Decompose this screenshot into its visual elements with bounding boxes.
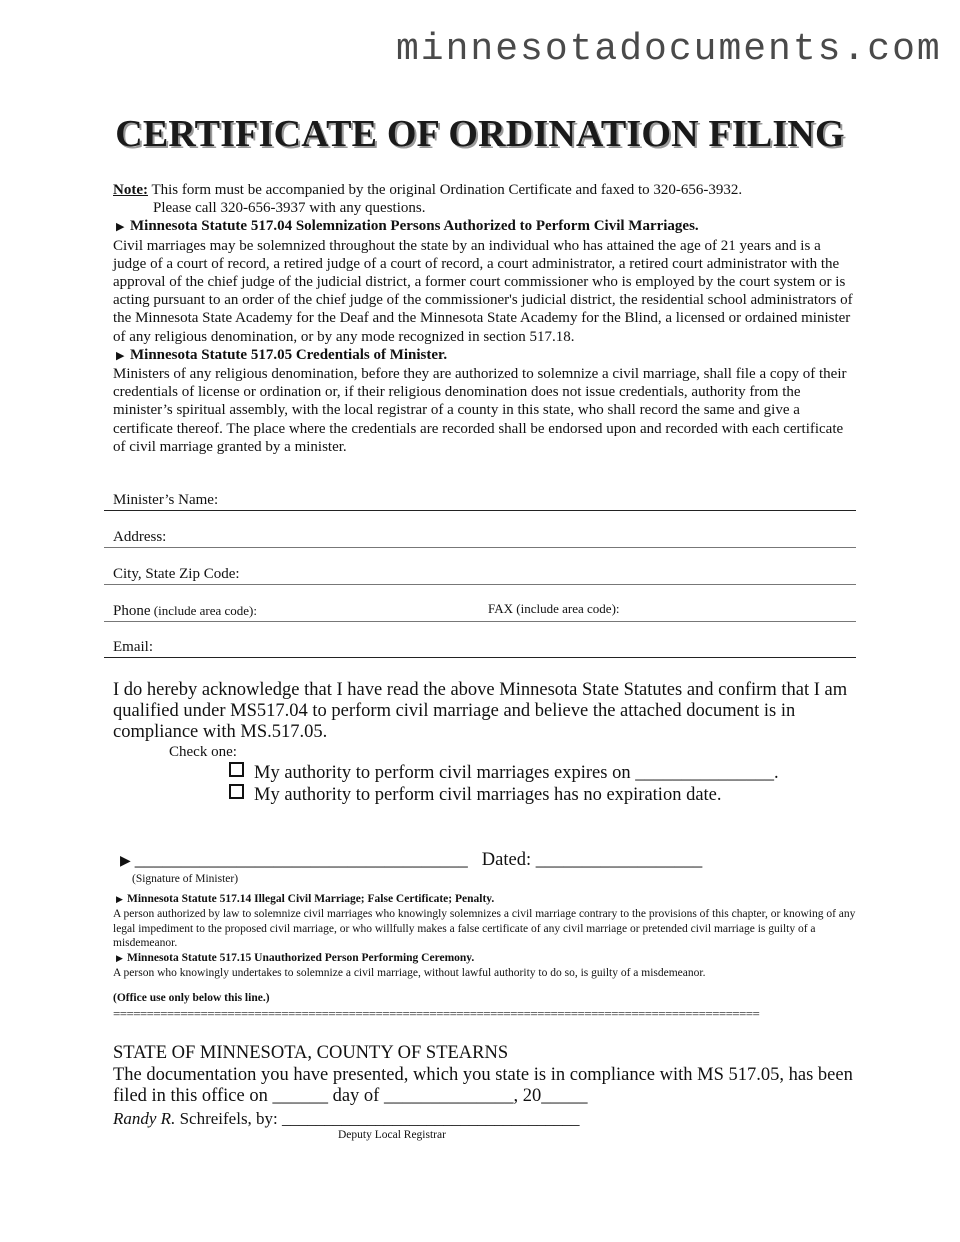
triangle-right-icon: ▶ — [116, 221, 125, 234]
statute-517-14-text: A person authorized by law to solemnize civil marriages who knowingly solemnizes a civil marriage contrary to the provisions of this chapter, or knowing of any legal impediment to the proposed civil marriage, or who willfully makes a false certificate of any civil marriage or pretended civil marriage is guilty of a misdemeanor. — [113, 907, 856, 950]
address-field[interactable] — [104, 511, 856, 548]
registrar-line: Randy R. Schreifels, by: ___________________________________ — [113, 1108, 580, 1128]
option-no-expiration[interactable] — [229, 784, 722, 806]
signature-caption: (Signature of Minister) — [132, 873, 239, 885]
triangle-right-icon: ▶ — [116, 349, 125, 362]
acknowledgement: I do hereby acknowledge that I have read the above Minnesota State Statutes and confirm that I am qualified under MS517.04 to perform civil marriage and believe the attached document is in compliance with MS.517.05. — [113, 680, 848, 742]
checkbox-no-expiration[interactable] — [229, 784, 244, 799]
fax-label: FAX (include area code): — [488, 601, 620, 616]
penalty-block — [113, 892, 858, 981]
triangle-right-icon: ▶ — [120, 854, 131, 869]
registrar-title: Deputy Local Registrar — [338, 1129, 446, 1141]
signature-row[interactable] — [120, 850, 702, 871]
phone-label: Phone (include area code): — [113, 603, 257, 619]
page-title: CERTIFICATE OF ORDINATION FILING — [115, 113, 845, 155]
email-field[interactable] — [104, 621, 856, 658]
option-expires-label: My authority to perform civil marriages expires on _______________. — [254, 763, 779, 783]
city-state-zip-field[interactable] — [104, 548, 856, 585]
check-one-label: Check one: — [169, 744, 237, 760]
office-divider: ================================================================================================ — [113, 1006, 760, 1021]
email-label: Email: — [113, 639, 153, 655]
note-line2: Please call 320-656-3937 with any questions. — [153, 200, 426, 217]
office-section — [113, 1043, 853, 1129]
county-heading: STATE OF MINNESOTA, COUNTY OF STEARNS — [113, 1043, 509, 1063]
minister-name-field[interactable] — [104, 474, 856, 511]
option-no-expiration-label: My authority to perform civil marriages has no expiration date. — [254, 785, 722, 805]
statute-517-05-heading: ▶ Minnesota Statute 517.05 Credentials of Minister. — [113, 346, 853, 365]
statute-517-15-heading: ▶ Minnesota Statute 517.15 Unauthorized Person Performing Ceremony. — [116, 952, 475, 965]
note — [113, 181, 853, 199]
statute-517-15-text: A person who knowingly undertakes to solemnize a civil marriage, without lawful authority to do so, is guilty of a misdemeanor. — [113, 966, 706, 979]
option-expires[interactable] — [229, 762, 779, 784]
watermark: minnesotadocuments.com — [396, 28, 942, 71]
city-state-zip-label: City, State Zip Code: — [113, 566, 240, 582]
note-line1: This form must be accompanied by the original Ordination Certificate and faxed to 320-656-3932. — [147, 182, 743, 198]
triangle-right-icon: ▶ — [116, 953, 123, 964]
triangle-right-icon: ▶ — [116, 894, 123, 904]
address-label: Address: — [113, 529, 167, 545]
statute-517-14-heading: ▶ Minnesota Statute 517.14 Illegal Civil Marriage; False Certificate; Penalty. — [116, 893, 495, 905]
statute-517-05-text: Ministers of any religious denomination, before they are authorized to solemnize a civil marriage, shall file a copy of their credentials of license or ordination or, if their religious denomination does not issue credentials, authority from the minister’s spiritual assembly, with the local registrar of a county in this state, who shall record the same and give a certificate thereof. The place where the credentials are recorded shall be endorsed upon and recorded with each certificate of civil marriage granted by a minister. — [113, 366, 847, 455]
note-label: Note: — [113, 182, 148, 198]
signature-line[interactable]: ____________________________________ — [134, 850, 468, 870]
checkbox-expires[interactable] — [229, 762, 244, 777]
office-use-label: (Office use only below this line.) — [113, 992, 270, 1004]
filed-statement: The documentation you have presented, which you state is in compliance with MS 517.05, has been filed in this office on ______ day of ______________, 20_____ — [113, 1064, 853, 1106]
phone-fax-field[interactable] — [104, 585, 856, 622]
dated-field[interactable]: Dated: __________________ — [481, 850, 703, 870]
statute-517-04-text: Civil marriages may be solemnized throughout the state by an individual who has attained the age of 21 years and is a judge of a court of record, a retired judge of a court of record, a court administrator, a retired court administrator with the approval of the chief judge of the judicial district, a former court commissioner who is employed by the court system or is acting pursuant to an order of the chief judge of the commissioner's judicial district, the residential school administrators of the Minnesota State Academy for the Deaf and the Minnesota State Academy for the Blind, a licensed or ordained minister of any religious denomination, or by any mode recognized in section 517.18. — [113, 237, 853, 345]
minister-name-label: Minister’s Name: — [113, 492, 219, 508]
statutes-block — [113, 181, 853, 456]
statute-517-04-heading: ▶ Minnesota Statute 517.04 Solemnization Persons Authorized to Perform Civil Marriages. — [113, 217, 853, 236]
